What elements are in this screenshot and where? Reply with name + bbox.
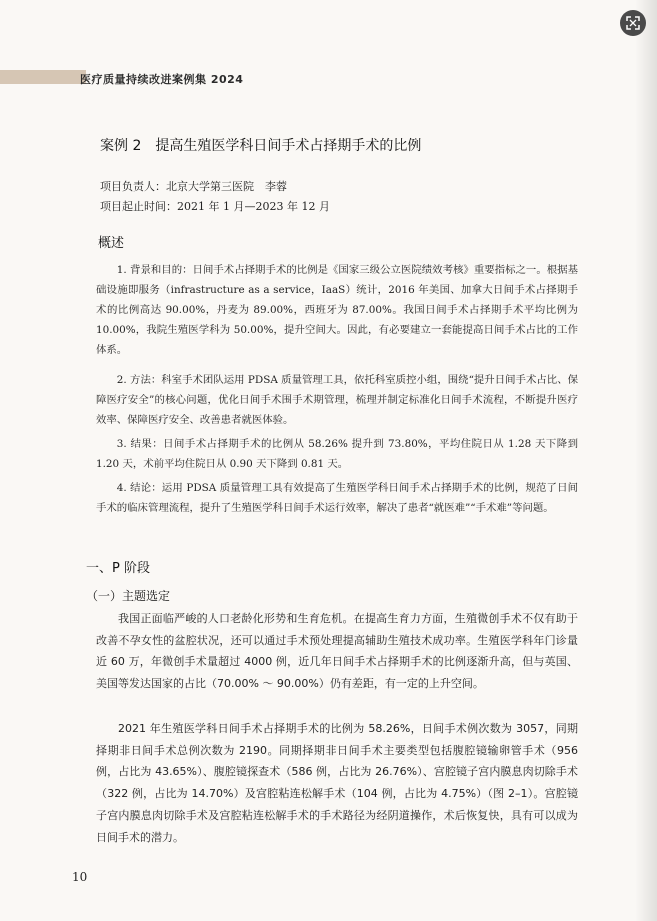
expand-icon [626,16,640,30]
case-title: 案例 2 提高生殖医学科日间手术占择期手术的比例 [100,138,422,154]
body-paragraph: 2021 年生殖医学科日间手术占择期手术的比例为 58.26%，日间手术例次数为 3057，同期择期非日间手术总例次数为 2190。同期择期非日间手术主要类型包括腹腔镜输卵管手术（956 例，占比为 43.65%）、腹腔镜探查术（586 例，占比为 26.76%）、宫腔镜子宫内膜息肉切除手术（322 例，占比为 14.70%）及宫腔粘连松解手术（104 例，占比为 4.75%）（图 2–1）。宫腔镜子宫内膜息肉切除手术及宫腔粘连松解手术的手术路径为经阴道操作，术后恢复快，具有可以成为日间手术的潜力。 [96,722,578,844]
running-header: 医疗质量持续改进案例集 2024 [80,73,244,86]
project-period: 项目起止时间：2021 年 1 月—2023 年 12 月 [100,200,330,213]
topic-selection-heading: （一）主题选定 [86,589,171,603]
page-edge-shadow [635,0,657,921]
p-stage-heading: 一、P 阶段 [86,561,150,576]
overview-paragraph: 1. 背景和目的：日间手术占择期手术的比例是《国家三级公立医院绩效考核》重要指标之一。根据基础设施即服务（infrastructure as a service，IaaS）统计，2016 年美国、加拿大日间手术占择期手术的比例高达 90.00%，丹麦为 89.00%，西班牙为 87.00%。我国日间手术占择期手术平均比例为 10.00%，我院生殖医学科为 50.00%，提升空间大。因此，有必要建立一套能提高日间手术占比的工作体系。 [96,264,578,356]
body-paragraph: 我国正面临严峻的人口老龄化形势和生育危机。在提高生育力方面，生殖微创手术不仅有助于改善不孕女性的盆腔状况，还可以通过手术预处理提高辅助生殖技术成功率。生殖医学科年门诊量近 60 万，年微创手术量超过 4000 例，近几年日间手术占择期手术的比例逐渐升高，但与英国、美国等发达国家的占比（70.00% ～ 90.00%）仍有差距，有一定的上升空间。 [96,612,578,691]
overview-paragraph: 2. 方法：科室手术团队运用 PDSA 质量管理工具，依托科室质控小组，围绕“提升日间手术占比、保障医疗安全”的核心问题，优化日间手术围手术期管理，梳理并制定标准化日间手术流程，不断提升医疗效率、保障医疗安全、改善患者就医体验。 [96,374,578,426]
overview-paragraph: 3. 结果：日间手术占择期手术的比例从 58.26% 提升到 73.80%，平均住院日从 1.28 天下降到 1.20 天，术前平均住院日从 0.90 天下降到 0.81 天。 [96,438,578,470]
expand-button[interactable] [620,10,646,36]
header-band [0,70,86,84]
project-leader: 项目负责人：北京大学第三医院 李蓉 [100,180,287,193]
page-number: 10 [72,870,88,884]
overview-paragraph: 4. 结论：运用 PDSA 质量管理工具有效提高了生殖医学科日间手术占择期手术的比例，规范了日间手术的临床管理流程，提升了生殖医学科日间手术运行效率，解决了患者“就医难”“手术难”等问题。 [96,482,578,514]
overview-heading: 概述 [98,236,125,251]
